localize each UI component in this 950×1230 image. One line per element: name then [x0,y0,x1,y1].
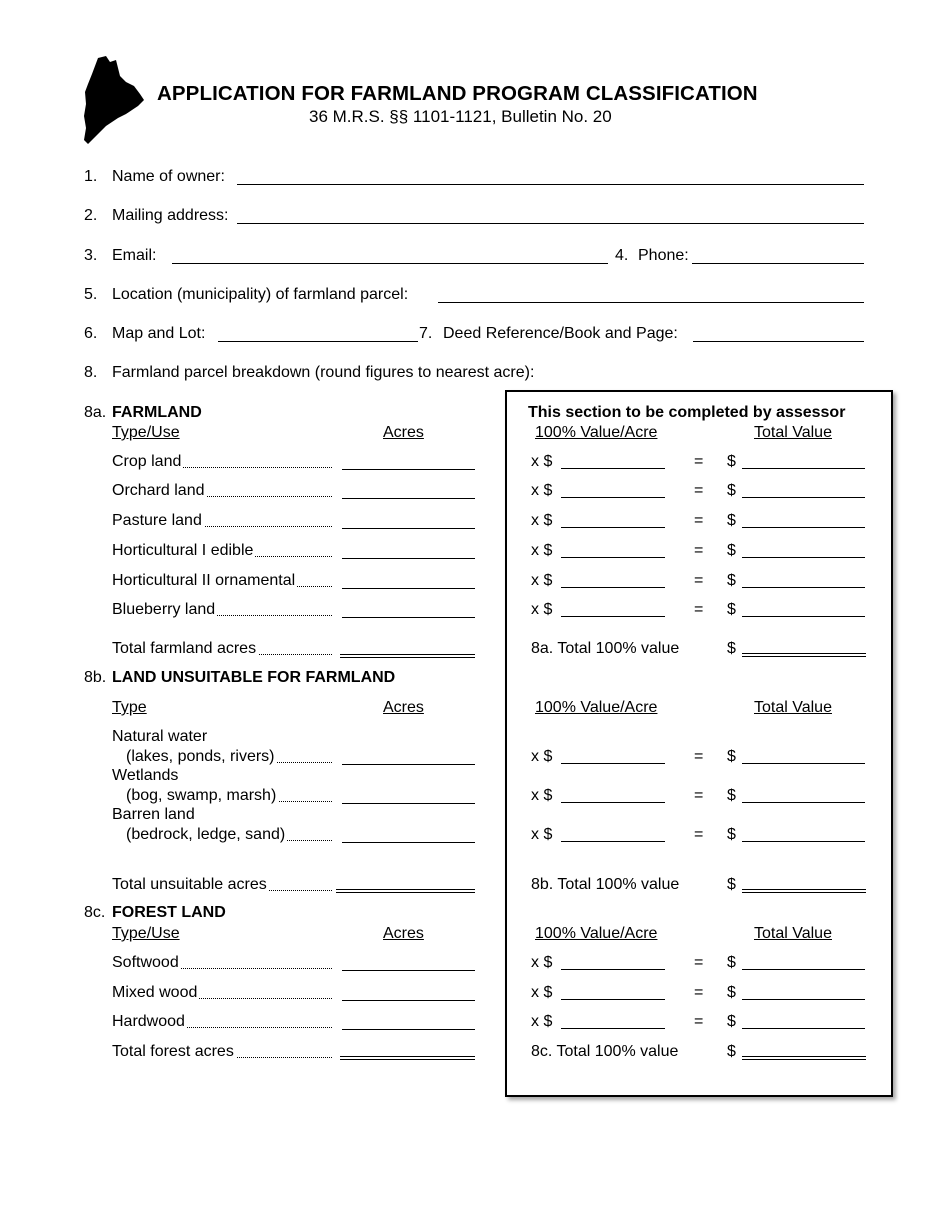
equals-sign: = [694,1013,704,1030]
value-acre-field[interactable] [561,763,665,764]
unsuitable-row-sublabel: (lakes, ponds, rivers) [126,748,275,765]
value-acre-field[interactable] [561,527,665,528]
deed-label: Deed Reference/Book and Page: [443,325,678,342]
forest-col-value-acre: 100% Value/Acre [535,925,658,942]
x-dollar: x $ [531,542,553,559]
dollar-sign: $ [727,482,736,499]
farmland-row-label: Pasture land [112,512,202,529]
acres-field[interactable] [342,764,475,765]
x-dollar: x $ [531,572,553,589]
assessor-heading: This section to be completed by assessor [528,404,846,421]
value-acre-field[interactable] [561,497,665,498]
owner-number: 1. [84,168,98,185]
equals-sign: = [694,512,704,529]
x-dollar: x $ [531,1013,553,1030]
deed-number: 7. [419,325,433,342]
dollar-sign: $ [727,601,736,618]
equals-sign: = [694,826,704,843]
dollar-sign: $ [727,453,736,470]
location-label: Location (municipality) of farmland parcel: [112,286,409,303]
total-value-field[interactable] [742,557,865,558]
dollar-sign: $ [727,876,736,893]
x-dollar: x $ [531,826,553,843]
email-label: Email: [112,247,157,264]
unsuitable-total-label: Total unsuitable acres [112,876,267,893]
value-acre-field[interactable] [561,969,665,970]
dollar-sign: $ [727,640,736,657]
dollar-sign: $ [727,826,736,843]
farmland-row-label: Blueberry land [112,601,216,618]
unsuitable-total-acres-field[interactable] [336,889,475,893]
acres-field[interactable] [342,1029,475,1030]
dollar-sign: $ [727,512,736,529]
total-value-field[interactable] [742,841,865,842]
forest-row-label: Hardwood [112,1013,185,1030]
maine-state-silhouette-icon [82,56,146,146]
total-value-field[interactable] [742,999,865,1000]
forest-col-type: Type/Use [112,925,180,942]
email-number: 3. [84,247,98,264]
x-dollar: x $ [531,748,553,765]
forest-total-acres-field[interactable] [340,1056,475,1060]
location-field[interactable] [438,302,864,303]
total-value-field[interactable] [742,497,865,498]
acres-field[interactable] [342,1000,475,1001]
value-acre-field[interactable] [561,557,665,558]
acres-field[interactable] [342,558,475,559]
acres-field[interactable] [342,842,475,843]
unsuitable-col-type: Type [112,699,147,716]
farmland-col-total-value: Total Value [754,424,832,441]
acres-field[interactable] [342,469,475,470]
acres-field[interactable] [342,970,475,971]
equals-sign: = [694,482,704,499]
forest-row-label: Mixed wood [112,984,198,1001]
equals-sign: = [694,572,704,589]
x-dollar: x $ [531,453,553,470]
farmland-row-label: Horticultural I edible [112,542,254,559]
form-subtitle: 36 M.R.S. §§ 1101-1121, Bulletin No. 20 [309,107,612,126]
unsuitable-row-label: Wetlands [112,767,179,784]
email-field[interactable] [172,263,608,264]
unsuitable-number: 8b. [84,669,107,686]
value-acre-field[interactable] [561,802,665,803]
phone-field[interactable] [692,263,864,264]
farmland-total-value-field[interactable] [742,653,866,657]
farmland-col-type: Type/Use [112,424,180,441]
farmland-col-value-acre: 100% Value/Acre [535,424,658,441]
unsuitable-row-label: Natural water [112,728,208,745]
address-field[interactable] [237,223,864,224]
farmland-row-label: Crop land [112,453,182,470]
equals-sign: = [694,984,704,1001]
acres-field[interactable] [342,803,475,804]
dollar-sign: $ [727,1043,736,1060]
total-value-field[interactable] [742,468,865,469]
forest-total-label: Total forest acres [112,1043,234,1060]
equals-sign: = [694,787,704,804]
unsuitable-col-acres: Acres [383,699,424,716]
x-dollar: x $ [531,512,553,529]
forest-total-value-label: 8c. Total 100% value [531,1043,679,1060]
forest-number: 8c. [84,904,106,921]
forest-heading: FOREST LAND [112,904,226,921]
unsuitable-heading: LAND UNSUITABLE FOR FARMLAND [112,669,396,686]
farmland-total-acres-field[interactable] [340,654,475,658]
total-value-field[interactable] [742,587,865,588]
address-number: 2. [84,207,98,224]
equals-sign: = [694,954,704,971]
x-dollar: x $ [531,601,553,618]
dollar-sign: $ [727,572,736,589]
equals-sign: = [694,542,704,559]
total-value-field[interactable] [742,1028,865,1029]
value-acre-field[interactable] [561,841,665,842]
total-value-field[interactable] [742,802,865,803]
location-number: 5. [84,286,98,303]
acres-field[interactable] [342,528,475,529]
farmland-number: 8a. [84,404,107,421]
total-value-field[interactable] [742,527,865,528]
farmland-col-acres: Acres [383,424,424,441]
total-value-field[interactable] [742,616,865,617]
breakdown-label: Farmland parcel breakdown (round figures to nearest acre): [112,364,535,381]
forest-row-label: Softwood [112,954,179,971]
owner-field[interactable] [237,184,864,185]
unsuitable-row-sublabel: (bedrock, ledge, sand) [126,826,286,843]
phone-label: Phone: [638,247,689,264]
x-dollar: x $ [531,482,553,499]
maplot-label: Map and Lot: [112,325,206,342]
value-acre-field[interactable] [561,587,665,588]
deed-field[interactable] [693,341,864,342]
farmland-total-label: Total farmland acres [112,640,257,657]
equals-sign: = [694,453,704,470]
forest-total-value-field[interactable] [742,1056,866,1060]
total-value-field[interactable] [742,969,865,970]
address-label: Mailing address: [112,207,229,224]
acres-field[interactable] [342,617,475,618]
forest-col-acres: Acres [383,925,424,942]
farmland-row-label: Orchard land [112,482,205,499]
owner-label: Name of owner: [112,168,225,185]
unsuitable-row-label: Barren land [112,806,195,823]
farmland-row-label: Horticultural II ornamental [112,572,296,589]
value-acre-field[interactable] [561,999,665,1000]
x-dollar: x $ [531,984,553,1001]
breakdown-number: 8. [84,364,98,381]
dollar-sign: $ [727,748,736,765]
x-dollar: x $ [531,954,553,971]
acres-field[interactable] [342,588,475,589]
farmland-total-value-label: 8a. Total 100% value [531,640,680,657]
maplot-number: 6. [84,325,98,342]
value-acre-field[interactable] [561,468,665,469]
total-value-field[interactable] [742,763,865,764]
x-dollar: x $ [531,787,553,804]
dollar-sign: $ [727,542,736,559]
maplot-field[interactable] [218,341,418,342]
farmland-heading: FARMLAND [112,404,202,421]
unsuitable-total-value-label: 8b. Total 100% value [531,876,680,893]
dollar-sign: $ [727,787,736,804]
unsuitable-col-total-value: Total Value [754,699,832,716]
equals-sign: = [694,748,704,765]
form-title: APPLICATION FOR FARMLAND PROGRAM CLASSIFICATION [157,82,758,105]
unsuitable-col-value-acre: 100% Value/Acre [535,699,658,716]
unsuitable-total-value-field[interactable] [742,889,866,893]
unsuitable-row-sublabel: (bog, swamp, marsh) [126,787,277,804]
dollar-sign: $ [727,984,736,1001]
value-acre-field[interactable] [561,1028,665,1029]
forest-col-total-value: Total Value [754,925,832,942]
acres-field[interactable] [342,498,475,499]
value-acre-field[interactable] [561,616,665,617]
phone-number: 4. [615,247,629,264]
dollar-sign: $ [727,1013,736,1030]
equals-sign: = [694,601,704,618]
dollar-sign: $ [727,954,736,971]
